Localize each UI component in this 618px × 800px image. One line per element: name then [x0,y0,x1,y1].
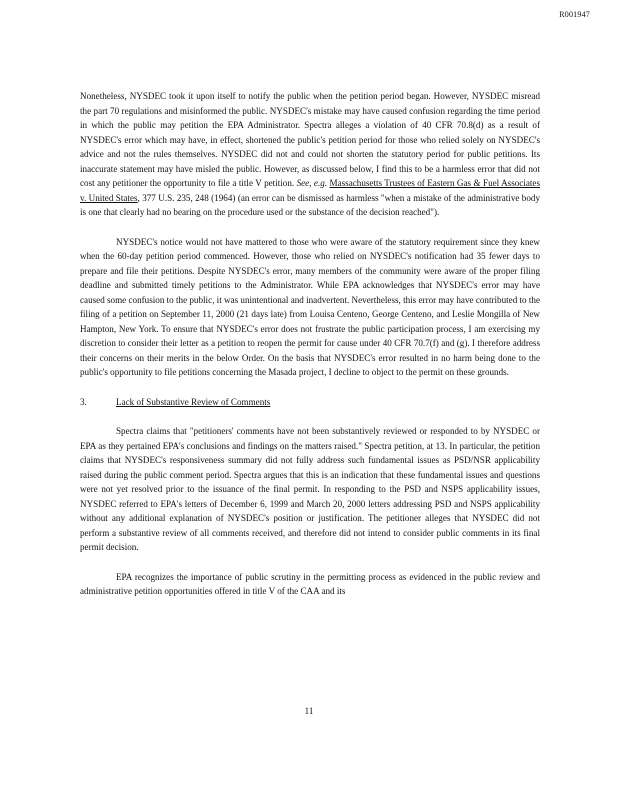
section-heading [80,395,540,410]
document-id: R001947 [559,10,590,19]
citation-signal: See, e.g. [296,178,328,188]
paragraph-text: Nonetheless, NYSDEC took it upon itself to notify the public when the petition period began. However, NYSDEC misread the part 70 regulations and misinformed the public. NYSDEC's mistake may have caused confusion regarding the time period in which the public may petition the EPA Administrator. Spectra alleges a violation of 40 CFR 70.8(d) as a result of NYSDEC's error which may have, in effect, shortened the public's petition period for those who relied solely on NYSDEC's advice and not the rules themselves. NYSDEC did not and could not shorten the statutory period for public petitions. Its inaccurate statement may have misled the public. However, as discussed below, I find this to be a harmless error that did not cost any petitioner the opportunity to file a title V petition. [80,91,540,188]
paragraph-notice-effect: NYSDEC's notice would not have mattered to those who were aware of the statutory requirement since they knew when the 60-day petition period commenced. However, those who relied on NYSDEC's notification had 35 fewer days to prepare and file their petitions. Despite NYSDEC's error, many members of the community were aware of the proper filing deadline and submitted timely petitions to the Administrator. While EPA acknowledges that NYSDEC's error may have caused some confusion to the public, it was unintentional and inadvertent. Nevertheless, this error may have contributed to the filing of a petition on September 11, 2000 (21 days late) from Louisa Centeno, George Centeno, and Leslie Mongilla of New Hampton, New York. To ensure that NYSDEC's error does not frustrate the public participation process, I am exercising my discretion to consider their letter as a petition to reopen the permit for cause under 40 CFR 70.7(f) and (g). I therefore address their concerns on their merits in the below Order. On the basis that NYSDEC's error resulted in no harm being done to the public's opportunity to file petitions concerning the Masada project, I decline to object to the permit on these grounds. [80,236,540,377]
section-title: Lack of Substantive Review of Comments [116,396,271,407]
paragraph-text: , 377 U.S. 235, 248 (1964) (an error can be dismissed as harmless "when a mistake of the administrative body is one that clearly had no bearing on the procedure used or the substance of the decision reached"). [80,192,540,217]
paragraph-spectra-claims: Spectra claims that "petitioners' comments have not been substantively reviewed or responded to by NYSDEC or EPA as they pertained EPA's conclusions and findings on the matters raised." Spectra petition, at 13. In particular, the petition claims that NYSDEC's responsiveness summary did not fully address such fundamental issues as PSD/NSR applicability raised during the public comment period. Spectra argues that this is an indication that these fundamental issues and questions were not yet resolved prior to the issuance of the final permit. In responding to the PSD and NSPS applicability issues, NYSDEC referred to EPA's letters of December 6, 1999 and March 20, 2000 letters addressing PSD and NSPS applicability without any additional explanation of NYSDEC's position or justification. The petitioner alleges that NYSDEC did not perform a substantive review of all comments received, and therefore did not intend to consider public comments in its final permit decision. [80,426,540,552]
paragraph-harmless-error [80,89,540,220]
paragraph-epa-recognizes: EPA recognizes the importance of public scrutiny in the permitting process as evidenced in the public review and administrative petition opportunities offered in title V of the CAA and its [80,571,540,596]
page-number: 11 [304,706,314,716]
case-citation: Massachusetts Trustees of Eastern Gas & Fuel Associates v. United States [80,178,540,203]
section-number: 3. [80,396,87,407]
document-body [80,89,540,599]
